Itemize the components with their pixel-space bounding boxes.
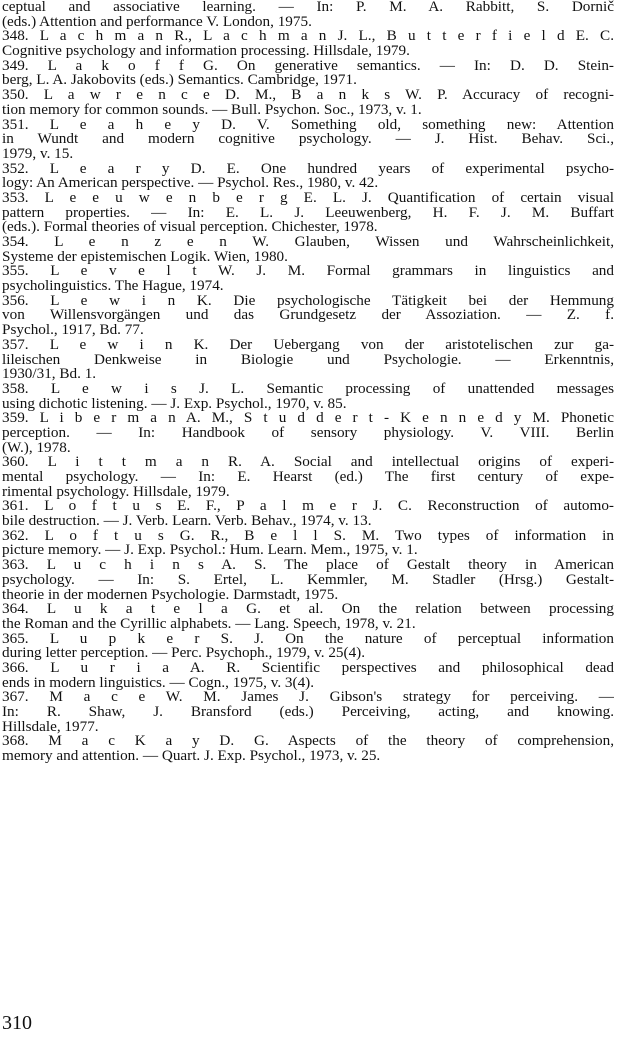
text-line: Systeme der epistemischen Logik. Wien, 1980. xyxy=(2,249,288,265)
text-line: ceptual and associative learning. — In: P. M. A. Rabbitt, S. Dornič xyxy=(2,0,614,15)
reference-entry-351 xyxy=(2,118,614,162)
text-line: during letter perception. — Perc. Psychoph., 1979, v. 25(4). xyxy=(2,646,366,661)
text-line: 358. L e w i s J. L. Semantic processing of unattended messages xyxy=(2,381,614,397)
reference-entry-347-continued xyxy=(2,0,614,29)
text-line: 348. L a c h m a n R., L a c h m a n J. L., B u t t e r f i e l d E. C. xyxy=(2,29,614,45)
reference-entry-368 xyxy=(2,734,614,763)
reference-entry-353 xyxy=(2,191,614,235)
text-line: In: R. Shaw, J. Bransford (eds.) Perceiving, acting, and knowing. xyxy=(2,705,614,720)
reference-entry-364 xyxy=(2,602,614,631)
text-line: 352. L e a r y D. E. One hundred years of experimental psycho- xyxy=(2,161,614,177)
reference-entry-366 xyxy=(2,661,614,690)
reference-entry-362 xyxy=(2,529,614,558)
text-line: 349. L a k o f f G. On generative semantics. — In: D. D. Stein- xyxy=(2,58,614,74)
text-line: 1930/31, Bd. 1. xyxy=(2,367,97,382)
reference-entry-367 xyxy=(2,690,614,734)
reference-entry-365 xyxy=(2,632,614,661)
reference-entry-360 xyxy=(2,455,614,499)
text-line: perception. — In: Handbook of sensory physiology. V. VIII. Berlin xyxy=(2,425,614,441)
text-line: 366. L u r i a A. R. Scientific perspectives and philosophical dead xyxy=(2,660,614,676)
reference-entry-358 xyxy=(2,382,614,411)
text-line: Psychol., 1917, Bd. 77. xyxy=(2,323,144,338)
text-line: Cognitive psychology and information processing. Hillsdale, 1979. xyxy=(2,44,410,59)
text-line: (eds.). Formal theories of visual perception. Chichester, 1978. xyxy=(2,220,378,235)
reference-entry-348 xyxy=(2,29,614,58)
text-line: pattern properties. — In: E. L. J. Leeuwenberg, H. F. J. M. Buffart xyxy=(2,205,614,221)
text-line: the Roman and the Cyrillic alphabets. — Lang. Speech, 1978, v. 21. xyxy=(2,616,416,632)
text-line: 355. L e v e l t W. J. M. Formal grammars in linguistics and xyxy=(2,264,614,280)
text-line: 357. L e w i n K. Der Uebergang von der aristotelischen zur ga- xyxy=(2,337,614,353)
text-line: 364. L u k a t e l a G. et al. On the relation between processing xyxy=(2,602,614,617)
reference-entry-352 xyxy=(2,162,614,191)
text-line: in Wundt and modern cognitive psychology. — J. Hist. Behav. Sci., xyxy=(2,132,614,147)
text-line: 351. L e a h e y D. V. Something old, something new: Attention xyxy=(2,117,614,133)
reference-entry-356 xyxy=(2,294,614,338)
text-line: 359. L i b e r m a n A. M., S t u d d e r t - K e n n e d y M. Phonetic xyxy=(2,411,614,426)
text-line: 365. L u p k e r S. J. On the nature of perceptual information xyxy=(2,631,614,647)
reference-entry-359 xyxy=(2,411,614,455)
text-line: tion memory for common sounds. — Bull. Psychon. Soc., 1973, v. 1. xyxy=(2,102,422,118)
text-line: ends in modern linguistics. — Cogn., 1975, v. 3(4). xyxy=(2,675,315,691)
text-line: Hillsdale, 1977. xyxy=(2,719,99,735)
text-line: psycholinguistics. The Hague, 1974. xyxy=(2,279,224,294)
reference-entry-350 xyxy=(2,88,614,117)
text-line: von Willensvorgängen und das Grundgesetz der Assoziation. — Z. f. xyxy=(2,308,614,324)
text-line: 368. M a c K a y D. G. Aspects of the theory of comprehension, xyxy=(2,734,614,750)
reference-entry-357 xyxy=(2,338,614,382)
text-line: (W.), 1978. xyxy=(2,440,71,456)
text-line: 1979, v. 15. xyxy=(2,146,74,162)
text-line: 362. L o f t u s G. R., B e l l S. M. Two types of information in xyxy=(2,528,614,544)
reference-entry-361 xyxy=(2,499,614,528)
text-line: memory and attention. — Quart. J. Exp. Psychol., 1973, v. 25. xyxy=(2,749,381,764)
text-line: picture memory. — J. Exp. Psychol.: Hum. Learn. Mem., 1975, v. 1. xyxy=(2,543,418,559)
page-number: 310 xyxy=(2,1012,32,1034)
text-line: 354. L e n z e n W. Glauben, Wissen und Wahrscheinlichkeit, xyxy=(2,235,614,250)
text-line: 361. L o f t u s E. F., P a l m e r J. C. Reconstruction of automo- xyxy=(2,499,614,515)
text-line: logy: An American perspective. — Psychol. Res., 1980, v. 42. xyxy=(2,176,379,191)
text-line: berg, L. A. Jakobovits (eds.) Semantics. Cambridge, 1971. xyxy=(2,73,357,89)
reference-entry-355 xyxy=(2,264,614,293)
text-line: 360. L i t t m a n R. A. Social and intellectual origins of experi- xyxy=(2,455,614,470)
text-line: using dichotic listening. — J. Exp. Psychol., 1970, v. 85. xyxy=(2,396,347,412)
text-line: 350. L a w r e n c e D. M., B a n k s W. P. Accuracy of recogni- xyxy=(2,88,614,103)
text-line: 367. M a c e W. M. James J. Gibson's strategy for perceiving. — xyxy=(2,690,614,705)
text-line: 353. L e e u w e n b e r g E. L. J. Quantification of certain visual xyxy=(2,190,614,206)
text-line: (eds.) Attention and performance V. London, 1975. xyxy=(2,14,312,30)
text-line: bile destruction. — J. Verb. Learn. Verb. Behav., 1974, v. 13. xyxy=(2,514,372,529)
text-line: rimental psychology. Hillsdale, 1979. xyxy=(2,484,230,500)
reference-entry-349 xyxy=(2,59,614,88)
text-line: 363. L u c h i n s A. S. The place of Gestalt theory in American xyxy=(2,558,614,573)
text-line: mental psychology. — In: E. Hearst (ed.) The first century of expe- xyxy=(2,470,614,485)
text-line: psychology. — In: S. Ertel, L. Kemmler, M. Stadler (Hrsg.) Gestalt- xyxy=(2,572,614,588)
text-line: theorie in der modernen Psychologie. Darmstadt, 1975. xyxy=(2,587,339,603)
text-line: 356. L e w i n K. Die psychologische Tätigkeit bei der Hemmung xyxy=(2,293,614,309)
reference-entry-354 xyxy=(2,235,614,264)
text-line: lileischen Denkweise in Biologie und Psychologie. — Erkenntnis, xyxy=(2,352,614,368)
reference-entry-363 xyxy=(2,558,614,602)
